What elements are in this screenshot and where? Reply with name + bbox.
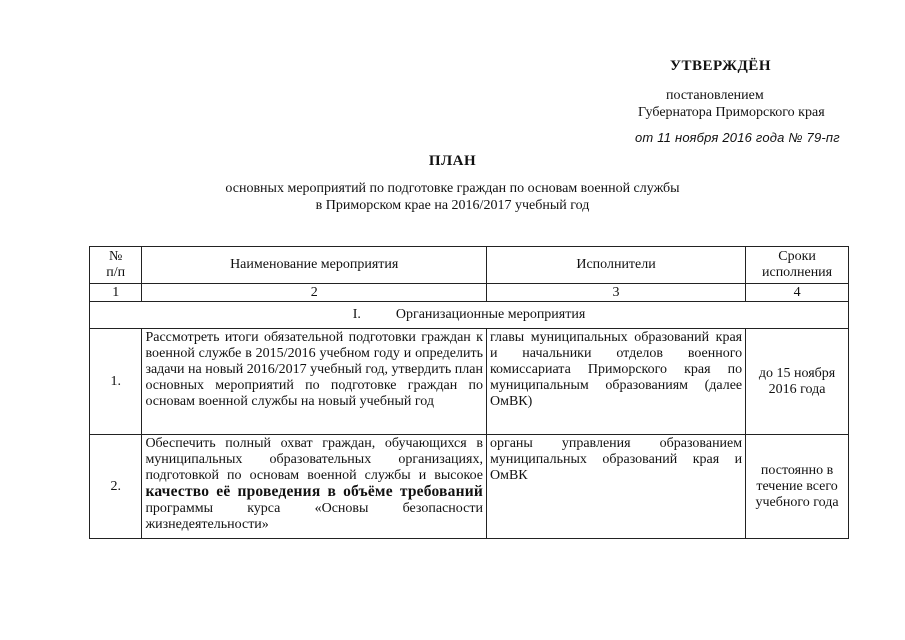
header-terms-line1: Сроки [778,249,816,264]
approved-org: Губернатора Приморского края [638,105,825,120]
row-term [746,329,849,435]
column-index: 4 [746,284,849,302]
header-terms-line2: исполнения [761,265,833,280]
row-number: 2. [90,435,142,539]
column-index: 1 [90,284,142,302]
plan-title: ПЛАН [428,153,477,169]
row-executors: главы муниципальных образований края и начальники отделов военного комиссариата Приморского края по муниципальным образованиям (далее ОмВК) [486,329,745,435]
approved-date: от 11 ноября 2016 года № 79-пг [635,130,840,145]
row-term-line: течение всего [756,478,838,494]
approved-title: УТВЕРЖДЁН [670,58,771,74]
row-term [746,435,849,539]
row-term-line: учебного года [755,494,839,510]
header-num [90,247,142,284]
column-index-row [90,284,849,302]
column-index: 2 [142,284,487,302]
section-row [90,302,849,329]
row-term-line: до 15 ноября [758,365,836,381]
section-title: Организационные мероприятия [395,307,586,322]
section-heading [90,302,849,329]
row-activity-part: качество её проведения в объёме требований [145,483,483,500]
header-num-line2: п/п [106,265,126,280]
row-activity-part: программы курса «Основы безопасности жизнедеятельности» [145,501,483,532]
row-term-line: 2016 года [768,381,826,397]
row-activity [142,435,487,539]
approved-by: постановлением [666,88,764,103]
section-number: I. [352,307,361,322]
table-row [90,435,849,539]
plan-subtitle-line2: в Приморском крае на 2016/2017 учебный год [315,198,590,213]
header-num-line1: № [109,249,123,264]
header-terms [746,247,849,284]
row-executors: органы управления образованием муниципальных образований края и ОмВК [486,435,745,539]
row-activity-part: Обеспечить полный охват граждан, обучающихся в муниципальных образовательных организациях, подготовкой по основам военной службы и высокое [145,436,483,483]
plan-subtitle-line1: основных мероприятий по подготовке граждан по основам военной службы [225,181,680,196]
header-name: Наименование мероприятия [142,247,487,284]
table-row [90,329,849,435]
column-index: 3 [486,284,745,302]
plan-table [89,246,849,539]
row-term-line: постоянно в [760,462,834,478]
row-number: 1. [90,329,142,435]
row-activity: Рассмотреть итоги обязательной подготовки граждан к военной службе в 2015/2016 учебном году и определить задачи на новый 2016/2017 учебный год, утвердить план основных мероприятий по подготовке граждан по основам военной службы на новый учебный год [142,329,487,435]
table-header-row [90,247,849,284]
header-executors: Исполнители [486,247,745,284]
